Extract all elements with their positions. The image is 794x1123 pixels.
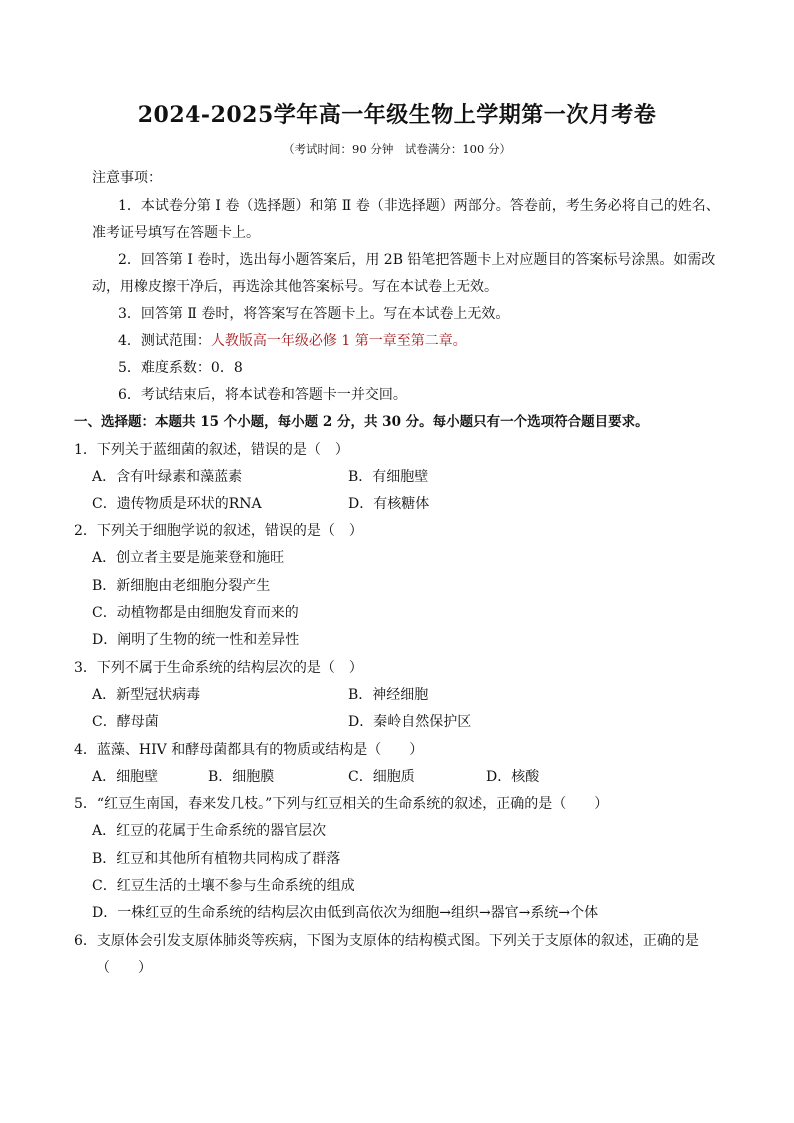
question-2-option-c: C．动植物都是由细胞发育而来的	[92, 605, 299, 621]
page-title: 2024-2025学年高一年级生物上学期第一次月考卷	[137, 102, 657, 128]
section-heading: 一、选择题：本题共 15 个小题，每小题 2 分，共 30 分。每小题只有一个选项符合题目要求。	[74, 414, 649, 430]
question-1-option-b: B．有细胞壁	[348, 469, 429, 485]
notice-item-5: 5．难度系数：0．8	[118, 360, 243, 376]
question-2-stem: 2．下列关于细胞学说的叙述，错误的是（ ）	[74, 523, 363, 539]
question-6-stem-bracket: （ ）	[96, 960, 152, 976]
notice-item-4-prefix: 4．测试范围：	[118, 333, 211, 349]
question-2-option-b: B．新细胞由老细胞分裂产生	[92, 578, 271, 594]
question-5-option-a: A．红豆的花属于生命系统的器官层次	[92, 823, 327, 839]
question-5-stem: 5．“红豆生南国，春来发几枝。”下列与红豆相关的生命系统的叙述，正确的是（ ）	[74, 796, 609, 812]
question-1-option-d: D．有核糖体	[348, 496, 430, 512]
question-4-stem: 4．蓝藻、HIV 和酵母菌都具有的物质或结构是（ ）	[74, 742, 424, 758]
question-4-option-d: D．核酸	[486, 769, 540, 785]
question-3-option-b: B．神经细胞	[348, 687, 429, 703]
question-2-option-d: D．阐明了生物的统一性和差异性	[92, 632, 300, 648]
question-5-option-c: C．红豆生活的土壤不参与生命系统的组成	[92, 878, 355, 894]
notice-item-4-scope: 人教版高一年级必修 1 第一章至第二章。	[210, 333, 467, 349]
notice-item-2a: 2．回答第 Ⅰ 卷时，选出每小题答案后，用 2B 铅笔把答题卡上对应题目的答案标号涂黑。如需改	[118, 252, 716, 268]
notice-item-1b: 准考证号填写在答题卡上。	[92, 225, 260, 241]
notice-heading: 注意事项：	[92, 170, 162, 186]
notice-item-4	[118, 331, 467, 351]
question-1-option-a: A．含有叶绿素和藻蓝素	[92, 469, 243, 485]
question-5-option-b: B．红豆和其他所有植物共同构成了群落	[92, 851, 341, 867]
notice-item-1a: 1．本试卷分第 Ⅰ 卷（选择题）和第 Ⅱ 卷（非选择题）两部分。答卷前，考生务必将自己的姓名、	[118, 198, 720, 214]
notice-item-2b: 动，用橡皮擦干净后，再选涂其他答案标号。写在本试卷上无效。	[92, 279, 498, 295]
question-4-option-c: C．细胞质	[348, 769, 415, 785]
question-1-option-c: C．遗传物质是环状的RNA	[92, 496, 262, 512]
question-3-option-c: C．酵母菌	[92, 714, 159, 730]
question-3-option-d: D．秦岭自然保护区	[348, 714, 472, 730]
question-4-option-a: A．细胞壁	[92, 769, 159, 785]
question-4-option-b: B．细胞膜	[208, 769, 275, 785]
question-3-stem: 3．下列不属于生命系统的结构层次的是（ ）	[74, 660, 363, 676]
question-6-stem: 6．支原体会引发支原体肺炎等疾病，下图为支原体的结构模式图。下列关于支原体的叙述，正确的是	[74, 933, 699, 949]
question-2-option-a: A．创立者主要是施莱登和施旺	[92, 550, 285, 566]
exam-info: （考试时间：90 分钟 试卷满分：100 分）	[283, 142, 511, 156]
question-5-option-d: D．一株红豆的生命系统的结构层次由低到高依次为细胞→组织→器官→系统→个体	[92, 905, 599, 921]
notice-item-3: 3．回答第 Ⅱ 卷时，将答案写在答题卡上。写在本试卷上无效。	[118, 306, 510, 322]
question-1-stem: 1．下列关于蓝细菌的叙述，错误的是（ ）	[74, 442, 349, 458]
question-3-option-a: A．新型冠状病毒	[92, 687, 201, 703]
notice-item-6: 6．考试结束后，将本试卷和答题卡一并交回。	[118, 387, 407, 403]
